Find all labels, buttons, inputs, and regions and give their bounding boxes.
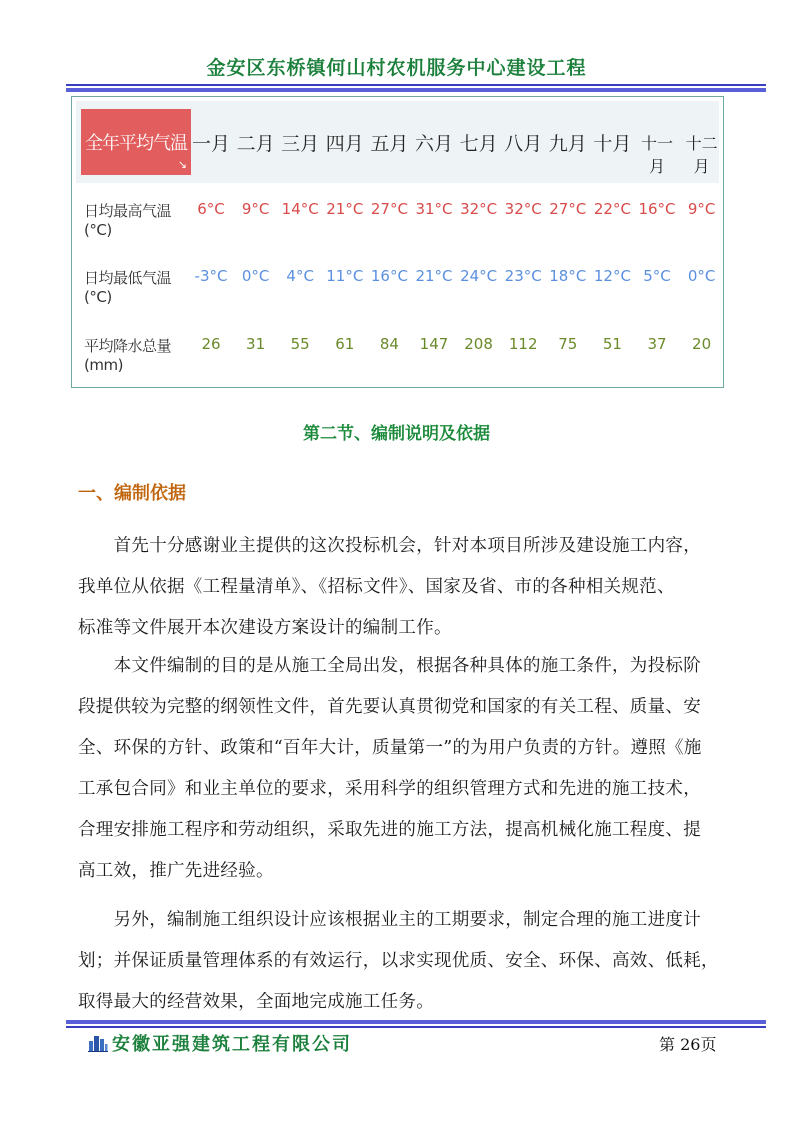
paragraph-line: 全、环保的方针、政策和“百年大计，质量第一”的为用户负责的方针。遵照《施 [78, 738, 702, 758]
table-cell: 22°C [593, 200, 631, 218]
company-name: 安徽亚强建筑工程有限公司 [112, 1034, 352, 1055]
table-cell: -3°C [194, 267, 228, 285]
table-cell: 20 [692, 335, 712, 353]
paragraph-line: 段提供较为完整的纲领性文件，首先要认真贯彻党和国家的有关工程、质量、安 [78, 697, 701, 717]
table-cell: 27°C [370, 200, 408, 218]
page-number: 第 26页 [659, 1035, 717, 1054]
table-cell: 16°C [370, 267, 408, 285]
header-rule-thin [66, 84, 766, 86]
page-header-title: 金安区东桥镇何山村农机服务中心建设工程 [206, 57, 587, 79]
table-cell: 32°C [460, 200, 498, 218]
table-cell: 21°C [326, 200, 364, 218]
table-cell: 84 [379, 335, 399, 353]
corner-arrow-icon: ↘ [177, 158, 186, 171]
table-cell: 24°C [460, 267, 498, 285]
table-cell: 147 [419, 335, 449, 353]
table-cell: 14°C [281, 200, 319, 218]
footer-rule-thick [66, 1020, 766, 1024]
row-label: 日均最高气温(°C) [84, 202, 172, 239]
month-header: 九月 [548, 133, 587, 155]
table-cell: 112 [508, 335, 538, 353]
table-cell: 37 [647, 335, 667, 353]
row-label: 日均最低气温(°C) [84, 269, 172, 306]
month-header: 六月 [414, 133, 453, 155]
paragraph-line: 本文件编制的目的是从施工全局出发，根据各种具体的施工条件，为投标阶 [78, 656, 701, 676]
table-cell: 9°C [241, 200, 270, 218]
paragraph-line: 合理安排施工程序和劳动组织，采取先进的施工方法，提高机械化施工程度、提 [78, 820, 701, 840]
month-header: 一月 [191, 133, 230, 155]
table-header-row [76, 101, 719, 183]
table-cell: 32°C [504, 200, 542, 218]
table-cell: 55 [290, 335, 310, 353]
subsection-title: 一、编制依据 [78, 483, 186, 504]
table-cell: 11°C [326, 267, 364, 285]
table-cell: 21°C [415, 267, 453, 285]
row-label: 平均降水总量(mm) [84, 337, 172, 374]
month-header: 二月 [236, 133, 275, 155]
table-cell: 0°C [687, 267, 716, 285]
table-cell: 16°C [638, 200, 676, 218]
table-cell: 18°C [549, 267, 587, 285]
table-cell: 9°C [687, 200, 716, 218]
table-cell: 208 [464, 335, 493, 353]
section-title: 第二节、编制说明及依据 [303, 424, 490, 444]
table-cell: 75 [558, 335, 578, 353]
table-cell: 31 [246, 335, 266, 353]
table-cell: 51 [602, 335, 622, 353]
footer-rule-thin [66, 1026, 766, 1028]
month-header: 三月 [281, 133, 320, 155]
paragraph-line: 标准等文件展开本次建设方案设计的编制工作。 [78, 618, 452, 638]
table-cell: 27°C [549, 200, 587, 218]
paragraph-line: 划；并保证质量管理体系的有效运行，以求实现优质、安全、环保、高效、低耗， [78, 951, 719, 971]
month-header: 十月 [593, 133, 632, 155]
paragraph-line: 首先十分感谢业主提供的这次投标机会，针对本项目所涉及建设施工内容， [78, 536, 701, 556]
table-cell: 5°C [643, 267, 671, 285]
table-cell: 0°C [241, 267, 270, 285]
table-cell: 26 [201, 335, 221, 353]
paragraph-2 [78, 646, 718, 892]
month-header: 八月 [504, 133, 543, 155]
paragraph-line: 另外，编制施工组织设计应该根据业主的工期要求，制定合理的施工进度计 [78, 910, 701, 930]
paragraph-line: 我单位从依据《工程量清单》、《招标文件》、国家及省、市的各种相关规范、 [78, 577, 675, 597]
paragraph-1 [78, 526, 718, 649]
paragraph-3 [78, 900, 718, 1023]
table-cell: 31°C [415, 200, 453, 218]
paragraph-line: 工承包合同》和业主单位的要求，采用科学的组织管理方式和先进的施工技术， [78, 779, 701, 799]
table-cell: 12°C [593, 267, 631, 285]
climate-table [71, 96, 724, 388]
corner-cell [81, 109, 191, 175]
month-header: 十一月 [640, 134, 673, 176]
corner-label: 全年平均气温 [85, 133, 187, 154]
header-rule-thick [66, 88, 766, 92]
month-header: 四月 [325, 133, 364, 155]
table-cell: 23°C [504, 267, 542, 285]
paragraph-line: 高工效，推广先进经验。 [78, 861, 274, 881]
month-header: 五月 [370, 133, 409, 155]
table-cell: 61 [335, 335, 355, 353]
paragraph-line: 取得最大的经营效果，全面地完成施工任务。 [78, 992, 434, 1012]
month-header: 七月 [459, 133, 498, 155]
building-logo-icon [88, 1034, 108, 1052]
table-cell: 6°C [197, 200, 225, 218]
month-header: 十二月 [685, 134, 718, 176]
table-cell: 4°C [286, 267, 314, 285]
